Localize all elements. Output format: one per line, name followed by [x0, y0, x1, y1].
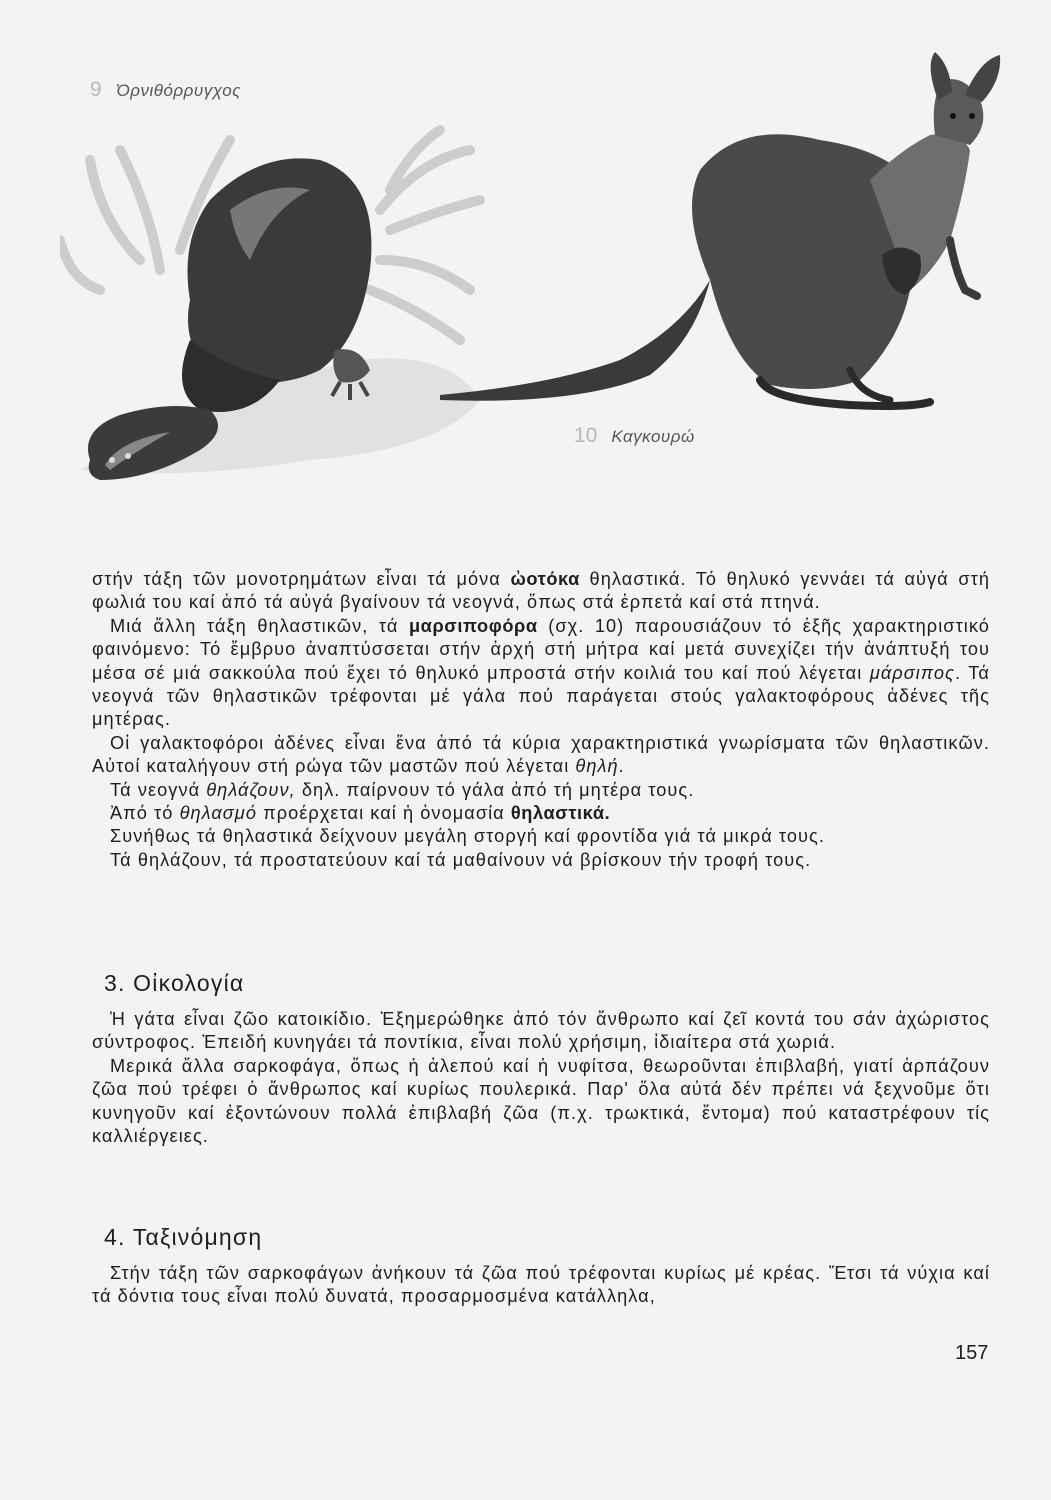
paragraph-care: Συνήθως τά θηλαστικά δείχνουν μεγάλη στοργή καί φροντίδα γιά τά μικρά τους.: [110, 826, 825, 847]
figure-9-label: Ὀρνιθόρρυγχος: [115, 81, 241, 100]
platypus-drawing: [60, 120, 490, 510]
paragraph-protect: Τά θηλάζουν, τά προστατεύουν καί τά μαθαίνουν νά βρίσκουν τήν τροφή τους.: [110, 849, 812, 870]
paragraph-mammary-glands: Οἱ γαλακτοφόροι ἀδένες εἶναι ἕνα ἀπό τά κύρια χαρακτηριστικά γνωρίσματα τῶν θηλαστικῶν. Αὐτοί καταλήγουν στή ρώγα τῶν μαστῶν πού λέγεται θηλή.: [92, 732, 990, 777]
figure-10-label: Καγκουρώ: [611, 427, 695, 446]
kangaroo-illustration: [430, 40, 1030, 420]
paragraph-marsupials: Μιά ἄλλη τάξη θηλαστικῶν, τά μαρσιποφόρα (σχ. 10) παρουσιάζουν τό ἑξῆς χαρακτηριστικό φαινόμενο: Τό ἔμβρυο ἀναπτύσσεται στήν ἀρχή στή μήτρα καί μετά συνεχίζει τήν ἀνάπτυξή του μέσα σέ μιά σακκούλα πού ἔχει τό θηλυκό μπροστά στήν κοιλιά του καί πού λέγεται μάρσιπος. Τά νεογνά τῶν θηλαστικῶν τρέφονται μέ γάλα πού παράγεται στούς γαλακτοφόρους ἀδένες τῆς μητέρας.: [92, 615, 990, 730]
kangaroo-drawing: [430, 40, 1030, 420]
section-3-heading: 3. Οἰκολογία: [104, 970, 245, 996]
figure-10-caption: [574, 424, 695, 448]
term-mammals: θηλαστικά.: [510, 803, 611, 824]
term-suckle: θηλάζουν,: [206, 779, 296, 800]
paragraph-monotremes: στήν τάξη τῶν μονοτρημάτων εἶναι τά μόνα ὠοτόκα θηλαστικά. Τό θηλυκό γεννάει τά αὐγά στή φωλιά του καί ἀπό τά αὐγά βγαίνουν τά νεογνά, ὅπως στά ἑρπετά καί στά πτηνά.: [92, 569, 990, 613]
term-suckling: θηλασμό: [179, 803, 257, 824]
classification-text: [92, 1262, 990, 1309]
term-pouch: μάρσιπος: [869, 662, 955, 683]
paragraph-suckle: Τά νεογνά θηλάζουν, δηλ. παίρνουν τό γάλα ἀπό τή μητέρα τους.: [110, 779, 695, 800]
mammals-text: [92, 568, 990, 872]
ecology-text: [92, 1008, 990, 1148]
figure-9-number: 9: [90, 78, 102, 101]
section-4-heading: 4. Ταξινόμηση: [104, 1224, 263, 1250]
paragraph-classification: Στήν τάξη τῶν σαρκοφάγων ἀνήκουν τά ζῶα πού τρέφονται κυρίως μέ κρέας. Ἔτσι τά νύχια καί τά δόντια τους εἶναι πολύ δυνατά, προσαρμοσμένα κατάλληλα,: [92, 1263, 990, 1307]
term-oviparous: ὠοτόκα: [510, 569, 580, 589]
paragraph-cat: Ἡ γάτα εἶναι ζῶο κατοικίδιο. Ἐξημερώθηκε ἀπό τόν ἄνθρωπο καί ζεῖ κοντά του σάν ἀχώριστος σύντροφος. Ἐπειδή κυνηγάει τά ποντίκια, εἶναι πολύ χρήσιμη, ἰδιαίτερα στά χωριά.: [92, 1009, 990, 1053]
platypus-illustration: [60, 120, 490, 510]
paragraph-carnivores: Μερικά ἄλλα σαρκοφάγα, ὅπως ἡ ἀλεπού καί ἡ νυφίτσα, θεωροῦνται ἐπιβλαβή, γιατί ἁρπάζουν ζῶα πού τρέφει ὁ ἄνθρωπος καί κυρίως πουλερικά. Παρ' ὅλα αὐτά δέν πρέπει νά ξεχνοῦμε ὅτι κυνηγοῦν καί ἐξοντώνουν πολλά ἐπιβλαβή ζῶα (π.χ. τρωκτικά, ἔντομα) πού καταστρέφουν τίς καλλιέργειες.: [92, 1055, 990, 1147]
term-nipple: θηλή: [575, 756, 619, 777]
term-marsupials: μαρσιποφόρα: [408, 615, 538, 636]
figure-10-number: 10: [574, 424, 598, 447]
page-number: 157: [955, 1342, 989, 1364]
figure-9-caption: [90, 78, 241, 102]
paragraph-name-origin: Ἀπό τό θηλασμό προέρχεται καί ἡ ὀνομασία θηλαστικά.: [110, 803, 611, 824]
